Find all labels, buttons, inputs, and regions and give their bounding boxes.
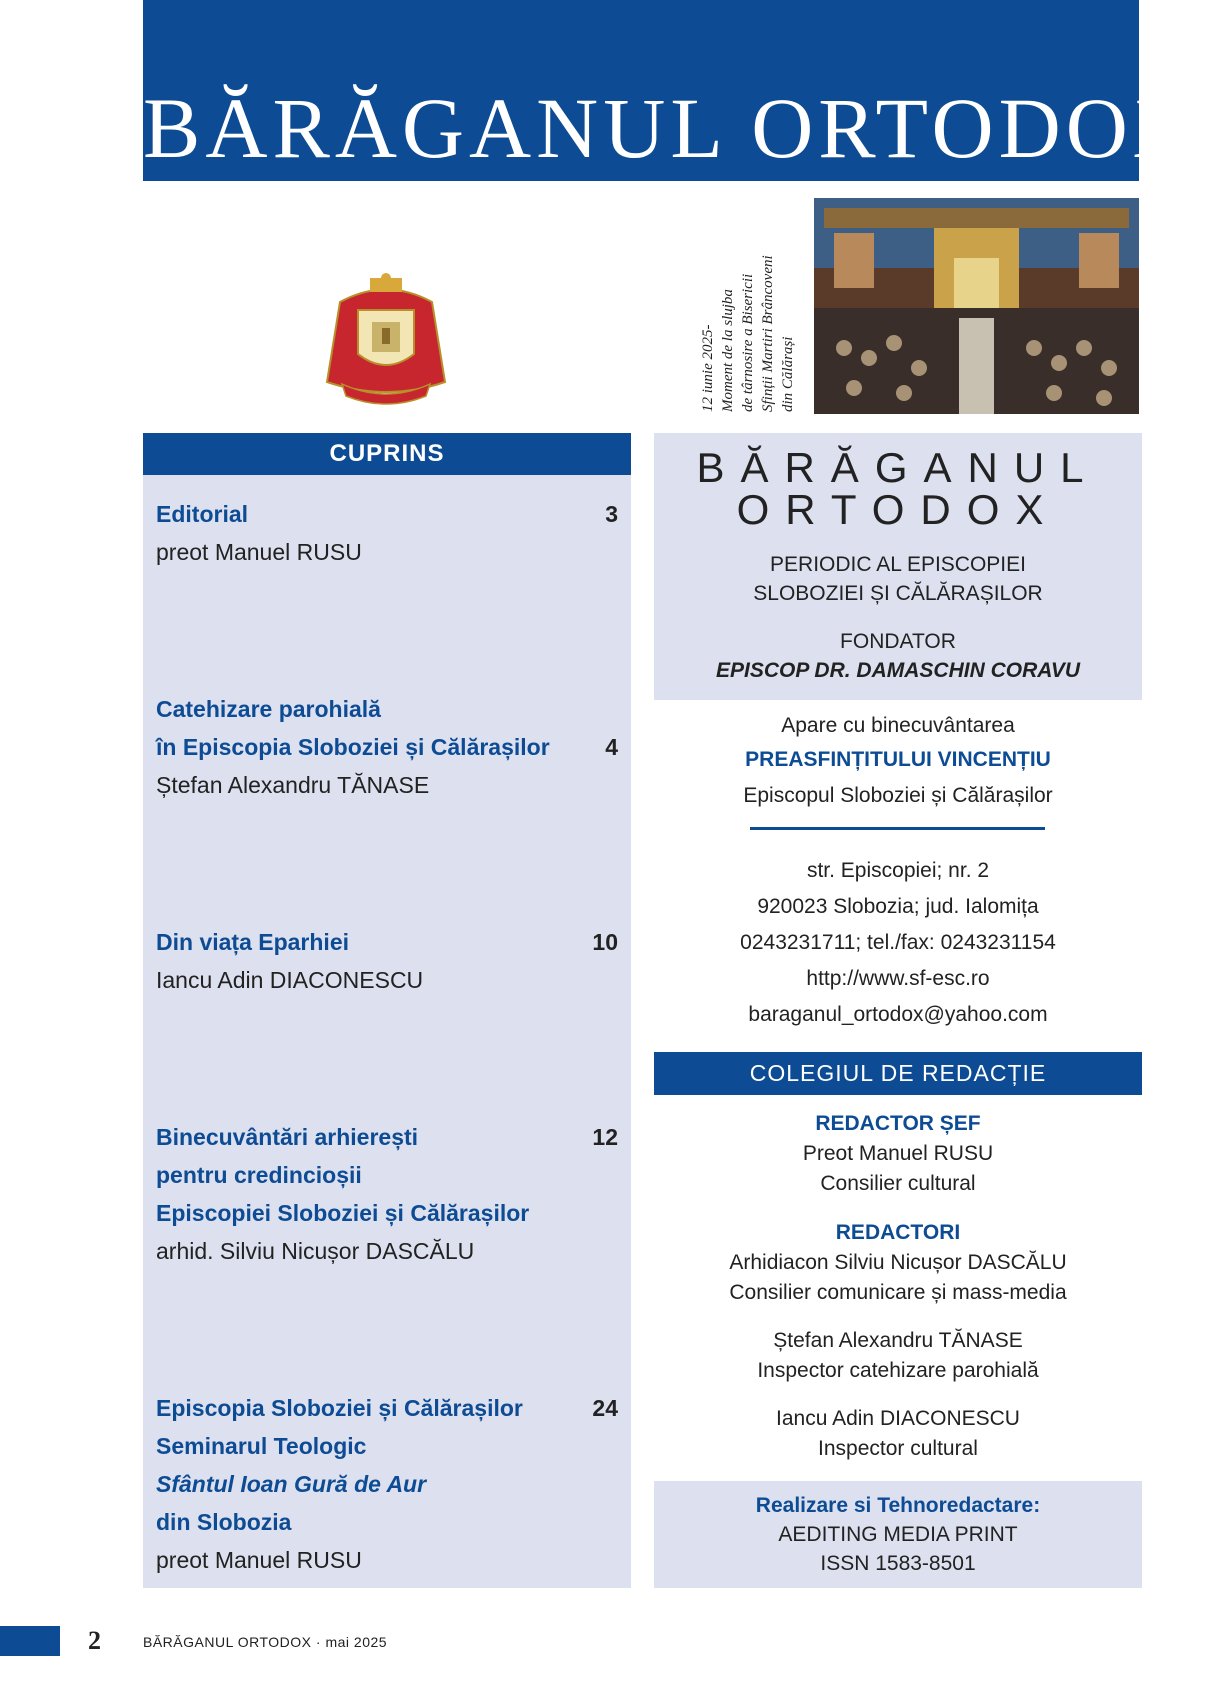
publication-title: BĂRĂGANUL ORTODOX bbox=[143, 80, 1200, 176]
divider bbox=[750, 827, 1045, 830]
page-number: 2 bbox=[88, 1626, 101, 1655]
address-line: str. Episcopiei; nr. 2 bbox=[806, 859, 990, 882]
toc-entry-title[interactable]: Binecuvântări arhierești bbox=[156, 1124, 419, 1150]
toc-entry-title[interactable]: Catehizare parohială bbox=[156, 696, 381, 722]
blessing-text: Apare cu binecuvântarea bbox=[781, 714, 1015, 737]
caption-line: de târnosire a Bisericii bbox=[740, 273, 756, 412]
phone-line: 0243231711; tel./fax: 0243231154 bbox=[740, 931, 1056, 954]
toc-page-number: 12 bbox=[592, 1124, 618, 1150]
toc-page-number: 3 bbox=[605, 501, 618, 527]
editor-name: Ștefan Alexandru TĂNASE bbox=[773, 1329, 1023, 1352]
editor-role: Inspector catehizare parohială bbox=[757, 1359, 1039, 1382]
toc-entry-author: arhid. Silviu Nicușor DASCĂLU bbox=[156, 1238, 475, 1264]
caption-line: 12 iunie 2025- bbox=[700, 324, 716, 412]
city-line: 920023 Slobozia; jud. Ialomița bbox=[757, 895, 1039, 918]
footer-accent-bar bbox=[0, 1626, 60, 1656]
editor-in-chief-role: Consilier cultural bbox=[820, 1172, 976, 1195]
toc-page-number: 10 bbox=[592, 929, 618, 955]
toc-entry-author: Ștefan Alexandru TĂNASE bbox=[156, 772, 430, 798]
caption-line: Moment de la slujba bbox=[720, 289, 736, 412]
caption-line: din Călărași bbox=[780, 336, 796, 412]
toc-entry-author: preot Manuel RUSU bbox=[156, 1547, 362, 1573]
founder-name: EPISCOP DR. DAMASCHIN CORAVU bbox=[715, 659, 1081, 682]
bishop-title: Episcopul Sloboziei și Călărașilor bbox=[743, 784, 1053, 807]
toc-entry-title[interactable]: din Slobozia bbox=[156, 1509, 292, 1535]
email-link[interactable]: baraganul_ortodox@yahoo.com bbox=[748, 1003, 1048, 1026]
toc-entry-author: Iancu Adin DIACONESCU bbox=[156, 967, 424, 993]
footer-publication: BĂRĂGANUL ORTODOX bbox=[143, 1634, 312, 1650]
contents-header: CUPRINS bbox=[143, 433, 631, 475]
toc-entry-title[interactable]: Episcopiei Sloboziei și Călărașilor bbox=[156, 1200, 530, 1226]
toc-entry-title[interactable]: în Episcopia Sloboziei și Călărașilor bbox=[156, 734, 550, 760]
toc-entry-title[interactable]: Sfântul Ioan Gură de Aur bbox=[156, 1471, 427, 1497]
editor-in-chief-name: Preot Manuel RUSU bbox=[802, 1142, 994, 1165]
editor-role: Consilier comunicare și mass-media bbox=[729, 1281, 1067, 1304]
toc-entry-author: preot Manuel RUSU bbox=[156, 539, 362, 565]
footer-running-title bbox=[143, 1632, 387, 1652]
box-title: ORTODOX bbox=[736, 486, 1060, 533]
footer-issue: · mai 2025 bbox=[315, 1634, 388, 1650]
caption-line: Sfinții Martiri Brâncoveni bbox=[760, 255, 776, 412]
editors-label: REDACTORI bbox=[835, 1221, 961, 1244]
photo-caption bbox=[698, 212, 798, 412]
periodical-subtitle: PERIODIC AL EPISCOPIEI bbox=[770, 553, 1026, 576]
toc-entry-title[interactable]: pentru credincioșii bbox=[156, 1162, 362, 1188]
editor-in-chief-label: REDACTOR ȘEF bbox=[815, 1112, 981, 1135]
toc-entry-title[interactable]: Editorial bbox=[156, 501, 249, 527]
toc-page-number: 4 bbox=[605, 734, 618, 760]
credits-company: AEDITING MEDIA PRINT bbox=[778, 1523, 1018, 1546]
bishop-name: PREASFINȚITULUI VINCENȚIU bbox=[745, 748, 1051, 771]
issn-number: ISSN 1583-8501 bbox=[820, 1552, 976, 1575]
diocese-crest-logo bbox=[320, 272, 452, 412]
founder-label: FONDATOR bbox=[840, 630, 956, 653]
editorial-board-header: COLEGIUL DE REDACȚIE bbox=[654, 1052, 1142, 1095]
credits-label: Realizare si Tehnoredactare: bbox=[755, 1494, 1041, 1517]
website-link[interactable]: http://www.sf-esc.ro bbox=[806, 967, 990, 990]
editor-role: Inspector cultural bbox=[818, 1437, 978, 1460]
editor-name: Iancu Adin DIACONESCU bbox=[776, 1407, 1020, 1430]
editor-name: Arhidiacon Silviu Nicușor DASCĂLU bbox=[729, 1251, 1067, 1274]
toc-entry-title[interactable]: Din viața Eparhiei bbox=[156, 929, 350, 955]
toc-entry-title[interactable]: Seminarul Teologic bbox=[156, 1433, 367, 1459]
church-interior-photo bbox=[814, 198, 1139, 414]
box-title: BĂRĂGANUL bbox=[696, 444, 1100, 491]
periodical-subtitle: SLOBOZIEI ȘI CĂLĂRAȘILOR bbox=[753, 582, 1043, 605]
toc-page-number: 24 bbox=[592, 1395, 618, 1421]
toc-entry-title[interactable]: Episcopia Sloboziei și Călărașilor bbox=[156, 1395, 523, 1421]
